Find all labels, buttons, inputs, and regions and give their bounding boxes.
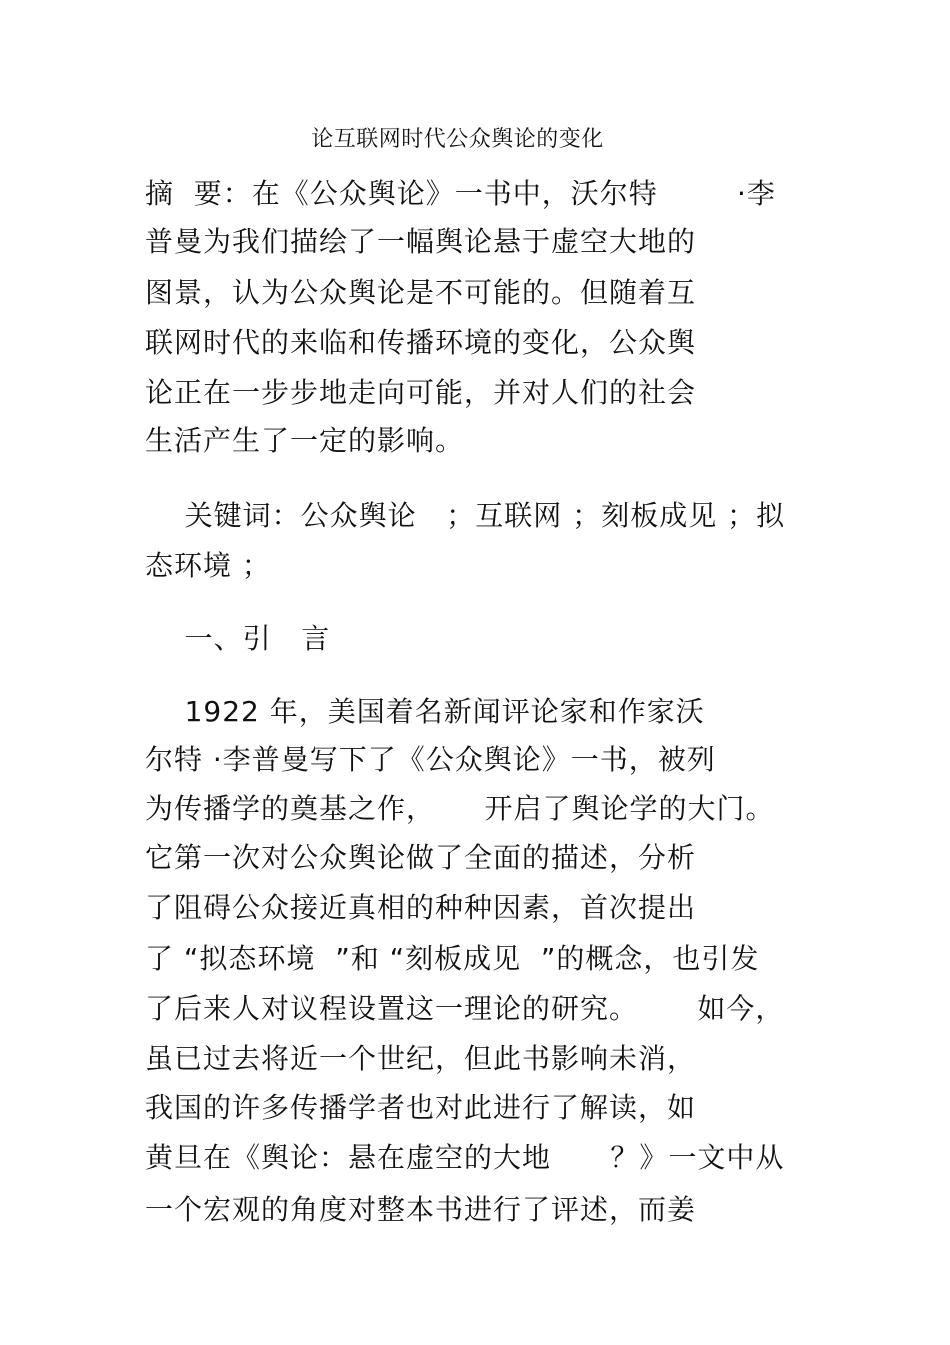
body-line-7: 了后来人对议程设置这一理论的研究。 如今， (145, 992, 785, 1025)
body-line-6: 了 “拟态环境 ”和 “刻板成见 ”的概念，也引发 (145, 942, 760, 975)
keywords-line-2: 态环境 ； (145, 549, 271, 582)
body-line-2: 尔特 ·李普曼写下了《公众舆论》一书，被列 (145, 743, 716, 776)
abstract-line-5: 论正在一步步地走向可能，并对人们的社会 (145, 376, 697, 409)
body-line-5: 了阻碍公众接近真相的种种因素，首次提出 (145, 891, 697, 924)
abstract-line-6: 生活产生了一定的影响。 (145, 424, 465, 457)
body-line-1: 1922 年，美国着名新闻评论家和作家沃 (145, 695, 705, 728)
abstract-line-1: 摘 要：在《公众舆论》一书中，沃尔特 ·李 (145, 177, 776, 210)
body-line-8: 虽已过去将近一个世纪，但此书影响未消， (145, 1042, 697, 1075)
body-line-11: 一个宏观的角度对整本书进行了评述，而姜 (145, 1193, 697, 1226)
abstract-line-2: 普曼为我们描绘了一幅舆论悬于虚空大地的 (145, 225, 697, 258)
abstract-line-4: 联网时代的来临和传播环境的变化，公众舆 (145, 326, 697, 359)
body-line-10: 黄旦在《舆论：悬在虚空的大地 ？》一文中从 (145, 1141, 785, 1174)
section-heading: 一、引 言 (145, 622, 331, 655)
document-title: 论互联网时代公众舆论的变化 (311, 127, 604, 152)
abstract-line-3: 图景，认为公众舆论是不可能的。但随着互 (145, 276, 697, 309)
body-line-4: 它第一次对公众舆论做了全面的描述，分析 (145, 841, 697, 874)
body-line-9: 我国的许多传播学者也对此进行了解读，如 (145, 1091, 697, 1124)
body-line-3: 为传播学的奠基之作， 开启了舆论学的大门。 (145, 792, 775, 825)
keywords-line-1: 关键词：公众舆论 ；互联网 ；刻板成见 ；拟 (145, 499, 786, 532)
